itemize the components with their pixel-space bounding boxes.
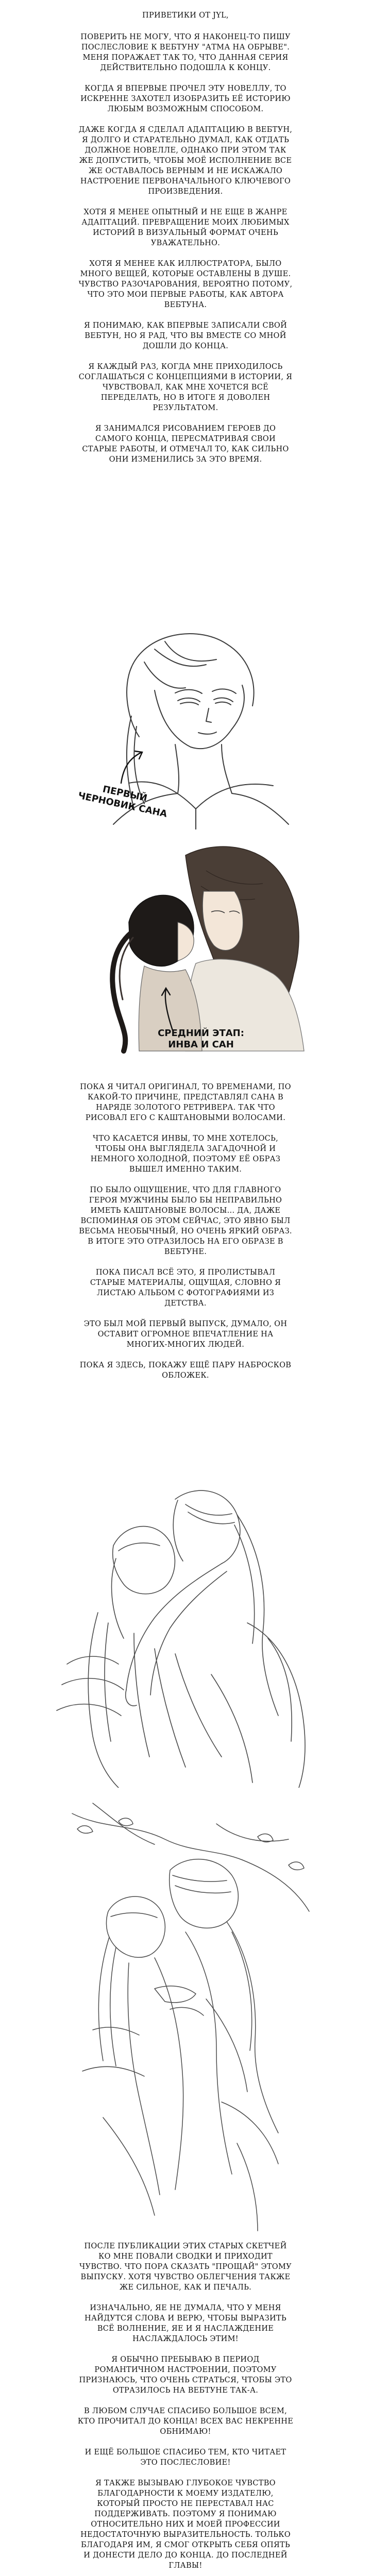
middle-text	[77, 1082, 294, 1381]
middle-paragraph: ЭТО БЫЛ МОЙ ПЕРВЫЙ ВЫПУСК, ДУМАЛО, ОН ОСТАВИТ ОГРОМНОЕ ВПЕЧАТЛЕНИЕ НА МНОГИХ-МНОГИХ ЛЮДЕЙ.	[83, 1320, 288, 1349]
outro-paragraph: Я ТАКЖЕ ВЫЗЫВАЮ ГЛУБОКОЕ ЧУВСТВО БЛАГОДАРНОСТИ К МОЕМУ ИЗДАТЕЛЮ, КОТОРЫЙ ПРОСТО НЕ ПЕРЕСТАВАЛ НАС ПОДДЕРЖИВАТЬ. ПОЭТОМУ Я ПОНИМАЮ ОТНОСИТЕЛЬНО НИХ И МОЕЙ ПРОФЕССИИ НЕДОСТАТОЧНУЮ ВЫРАЗИТЕЛЬНОСТЬ. ТОЛЬКО БЛАГОДАРЯ ИМ, Я СМОГ ОТКРЫТЬ СЕБЯ ОПЯТЬ И ДОНЕСТИ ДЕЛО ДО КОНЦА. ДО ПОСЛЕДНЕЙ ГЛАВЫ!	[80, 2479, 291, 2570]
outro-paragraph: В ЛЮБОМ СЛУЧАЕ СПАСИБО БОЛЬШОЕ ВСЕМ, КТО ПРОЧИТАЛ ДО КОНЦА! ВСЕХ ВАС НЕКРЕННЕ ОБНИМАЮ!	[77, 2407, 294, 2436]
outro-paragraph: Я ОБЫЧНО ПРЕБЫВАЮ В ПЕРИОД РОМАНТИЧНОМ НАСТРОЕНИИ, ПОЭТОМУ ПРИЗНАЮСЬ, ЧТО ОЧЕНЬ СТРАТЬСЯ, ЧТОБЫ ЭТО ОТРАЗИЛОСЬ НА ВЕБТУНЕ ТАК-А.	[79, 2355, 292, 2395]
outro-paragraph: ПОСЛЕ ПУБЛИКАЦИИ ЭТИХ СТАРЫХ СКЕТЧЕЙ КО МНЕ ПОВАЛИ СВОДКИ И ПРИХОДИТ ЧУВСТВО. ЧТО ПОРА СКАЗАТЬ "ПРОЩАЙ" ЭТОМУ ВЫПУСКУ. ХОТЯ ЧУВСТВО ОБЛЕГЧЕНИЯ ТАКЖЕ ЖЕ СИЛЬНОЕ, КАК И ПЕЧАЛЬ.	[79, 2242, 292, 2292]
intro-paragraph: Я КАЖДЫЙ РАЗ, КОГДА МНЕ ПРИХОДИЛОСЬ СОГЛАШАТЬСЯ С КОНЦЕПЦИЯМИ В ИСТОРИИ, Я ЧУВСТВОВАЛ, КАК МНЕ ХОЧЕТСЯ ВСЁ ПЕРЕДЕЛАТЬ, НО В ИТОГЕ Я ДОВОЛЕН РЕЗУЛЬТАТОМ.	[78, 363, 293, 412]
san-lineart-illustration	[0, 613, 371, 829]
inva-and-san-illustration	[0, 835, 371, 1061]
intro-paragraph: Я ПОНИМАЮ, КАК ВПЕРВЫЕ ЗАПИСАЛИ СВОЙ ВЕБТУН, НО Я РАД, ЧТО ВЫ ВМЕСТЕ СО МНОЙ ДОШЛИ ДО КОНЦА.	[83, 321, 288, 350]
outro-paragraph: ИЗНАЧАЛЬНО, ЯЕ НЕ ДУМАЛА, ЧТО У МЕНЯ НАЙДУТСЯ СЛОВА И ВЕРЮ, ЧТОБЫ ВЫРАЗИТЬ ВСЁ ВОЛНЕНИЕ, ЯЕ И Я НАСЛАЖДЕНИЕ НАСЛАЖДАЛОСЬ ЭТИМ!	[85, 2304, 286, 2343]
middle-paragraph: ПОКА Я ЗДЕСЬ, ПОКАЖУ ЕЩЁ ПАРУ НАБРОСКОВ ОБЛОЖЕК.	[79, 1361, 292, 1380]
intro-paragraph: ХОТЯ Я МЕНЕЕ ОПЫТНЫЙ И НЕ ЕЩЕ В ЖАНРЕ АДАПТАЦИЙ. ПРЕВРАЩЕНИЕ МОИХ ЛЮБИМЫХ ИСТОРИЙ В ВИЗУАЛЬНЫЙ ФОРМАТ ОЧЕНЬ УВАЖАТЕЛЬНО.	[81, 208, 290, 247]
intro-paragraph: Я ЗАНИМАЛСЯ РИСОВАНИЕМ ГЕРОЕВ ДО САМОГО КОНЦА, ПЕРЕСМАТРИВАЯ СВОИ СТАРЫЕ РАБОТЫ, И ОТМЕЧАЛ ТО, КАК СИЛЬНО ОНИ ИЗМЕНИЛИСЬ ЗА ЭТО ВРЕМЯ.	[82, 425, 289, 464]
greeting: ПРИВЕТИКИ ОТ JYL,	[142, 11, 229, 20]
middle-paragraph: ПО БЫЛО ОЩУЩЕНИЕ, ЧТО ДЛЯ ГЛАВНОГО ГЕРОЯ МУЖЧИНЫ БЫЛО БЫ НЕПРАВИЛЬНО ИМЕТЬ КАШТАНОВЫЕ ВОЛОСЫ... ДА, ДАЖЕ ВСПОМИНАЯ ОБ ЭТОМ СЕЙЧАС, ЭТО ЯВНО БЫЛ ВЕСЬМА НЕОБЫЧНЫЙ, НО ОЧЕНЬ ЯРКИЙ ОБРАЗ. В ИТОГЕ ЭТО ОТРАЗИЛОСЬ НА ЕГО ОБРАЗЕ В ВЕБТУНЕ.	[79, 1186, 292, 1256]
intro-paragraph: ХОТЯ Я МЕНЕЕ КАК ИЛЛЮСТРАТОРА, БЫЛО МНОГО ВЕЩЕЙ, КОТОРЫЕ ОСТАВЛЕНЫ В ДУШЕ. ЧУВСТВО РАЗОЧАРОВАНИЯ, ВЕРОЯТНО ПОТОМУ, ЧТО ЭТО МОИ ПЕРВЫЕ РАБОТЫ, КАК АВТОРА ВЕБТУНА.	[78, 260, 293, 309]
first-draft-caption: ПЕРВЫЙ ЧЕРНОВИК САНА	[77, 784, 168, 820]
intro-paragraph: КОГДА Я ВПЕРВЫЕ ПРОЧЕЛ ЭТУ НОВЕЛЛУ, ТО ИСКРЕННЕ ЗАХОТЕЛ ИЗОБРАЗИТЬ ЕЁ ИСТОРИЮ ЛЮБЫМ ВОЗМОЖНЫМ СПОСОБОМ.	[80, 84, 291, 113]
cover-sketch-2	[0, 1783, 371, 2236]
cover-tree-lineart	[0, 1783, 371, 2236]
middle-stage-sketch	[0, 835, 371, 1061]
outro-paragraph: И ЕЩЁ БОЛЬШОЕ СПАСИБО ТЕМ, КТО ЧИТАЕТ ЭТО ПОСЛЕСЛОВИЕ!	[85, 2448, 286, 2467]
middle-stage-caption: СРЕДНИЙ ЭТАП: ИНВА И САН	[158, 1028, 244, 1050]
first-draft-sketch	[0, 613, 371, 829]
outro-text	[77, 2241, 294, 2576]
middle-paragraph: ПОКА ПИСАЛ ВСЁ ЭТО, Я ПРОЛИСТЫВАЛ СТАРЫЕ МАТЕРИАЛЫ, ОЩУЩАЯ, СЛОВНО Я ЛИСТАЮ АЛЬБОМ С ФОТОГРАФИЯМИ ИЗ ДЕТСТВА.	[90, 1268, 281, 1308]
middle-paragraph: ПОКА Я ЧИТАЛ ОРИГИНАЛ, ТО ВРЕМЕНАМИ, ПО КАКОЙ-ТО ПРИЧИНЕ, ПРЕДСТАВЛЯЛ САНА В НАРЯДЕ ЗОЛОТОГО РЕТРИВЕРА. ТАК ЧТО РИСОВАЛ ЕГО С КАШТАНОВЫМИ ВОЛОСАМИ.	[80, 1083, 291, 1122]
cover-embrace-lineart	[0, 1468, 371, 1788]
intro-paragraph: ПОВЕРИТЬ НЕ МОГУ, ЧТО Я НАКОНЕЦ-ТО ПИШУ ПОСЛЕСЛОВИЕ К ВЕБТУНУ "АТМА НА ОБРЫВЕ". МЕНЯ ПОРАЖАЕТ ТАК ТО, ЧТО ДАННАЯ СЕРИЯ ДЕЙСТВИТЕЛЬНО ПОДОШЛА К КОНЦУ.	[80, 33, 291, 72]
intro-paragraph: ДАЖЕ КОГДА Я СДЕЛАЛ АДАПТАЦИЮ В ВЕБТУН, Я ДОЛГО И СТАРАТЕЛЬНО ДУМАЛ, КАК ОТДАТЬ ДОЛЖНОЕ НОВЕЛЛЕ, ОДНАКО ПРИ ЭТОМ ТАК ЖЕ ДОПУСТИТЬ, ЧТОБЫ МОЁ ИСПОЛНЕНИЕ ВСЕ ЖЕ ОСТАВАЛОСЬ ВЕРНЫМ И НЕ ИСКАЖАЛО НАСТРОЕНИЕ ПЕРВОНАЧАЛЬНОГО КЛЮЧЕВОГО ПРОИЗВЕДЕНИЯ.	[78, 126, 293, 196]
middle-paragraph: ЧТО КАСАЕТСЯ ИНВЫ, ТО МНЕ ХОТЕЛОСЬ, ЧТОБЫ ОНА ВЫГЛЯДЕЛА ЗАГАДОЧНОЙ И НЕМНОГО ХОЛОДНОЙ, ПОЭТОМУ ЕЁ ОБРАЗ ВЫШЕЛ ИМЕННО ТАКИМ.	[90, 1134, 281, 1174]
cover-sketch-1	[0, 1468, 371, 1788]
intro-text	[77, 10, 294, 465]
